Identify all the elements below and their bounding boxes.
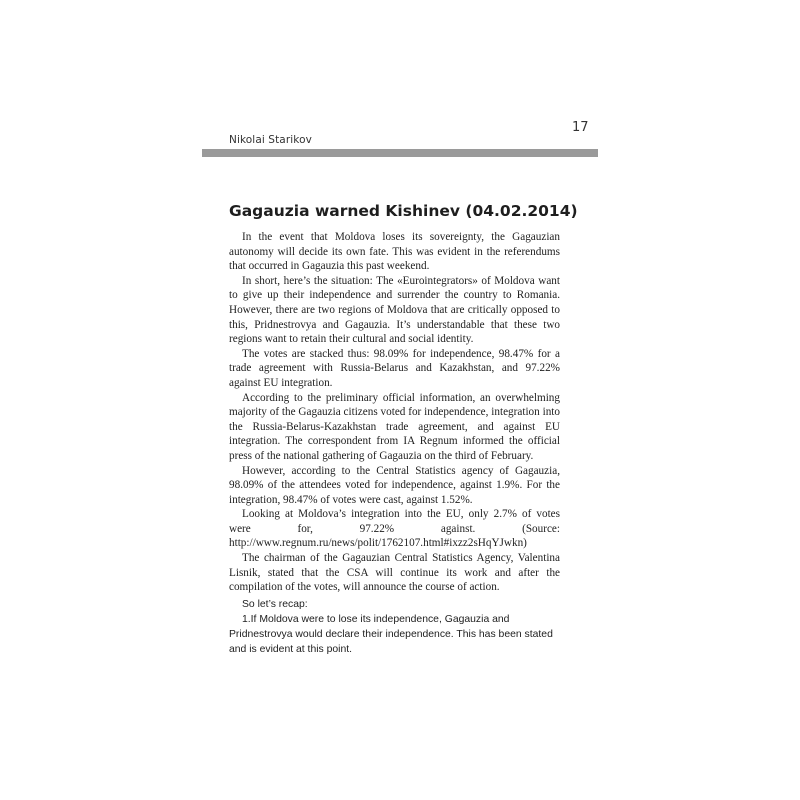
paragraph: The chairman of the Gagauzian Central Statistics Agency, Valentina Lisnik, stated that the CSA will continue its work and after the compilation of the votes, will announce the course of action.: [229, 552, 560, 594]
paragraph: In short, here’s the situation: The «Eurointegrators» of Moldova want to give up their independence and surrender the country to Romania. However, there are two regions of Moldova that are critically opposed to this, Pridnestrovya and Gagauzia. It’s understandable that these two regions want to retain their cultural and social identity.: [229, 274, 560, 346]
article-title: Gagauzia warned Kishinev (04.02.2014): [229, 202, 578, 220]
running-head-author: Nikolai Starikov: [229, 134, 312, 146]
paragraph: In the event that Moldova loses its sovereignty, the Gagauzian autonomy will decide its own fate. This was evident in the referendums that occurred in Gagauzia this past weekend.: [229, 231, 560, 273]
header-rule: [202, 149, 598, 157]
paragraph: The votes are stacked thus: 98.09% for independence, 98.47% for a trade agreement with Russia-Belarus and Kazakhstan, and 97.22% against EU integration.: [229, 347, 560, 389]
article-body: [229, 230, 560, 657]
paragraph: However, according to the Central Statistics agency of Gagauzia, 98.09% of the attendees voted for independence, against 1.9%. For the integration, 98.47% of votes were cast, against 1.52%.: [229, 464, 560, 506]
paragraph: Looking at Moldova’s integration into the EU, only 2.7% of votes were for, 97.22% against. (Source: http://www.regnum.ru/news/polit/1762107.html#ixzz2sHqYJwkn): [229, 508, 560, 550]
recap-point: 1.If Moldova were to lose its independence, Gagauzia and Pridnestrovya would declare their independence. This has been stated and is evident at this point.: [229, 613, 553, 655]
paragraph: According to the preliminary official information, an overwhelming majority of the Gagauzia citizens voted for independence, integration into the Russia-Belarus-Kazakhstan trade agreement, and against EU integration. The correspondent from IA Regnum informed the official press of the national gathering of Gagauzia on the third of February.: [229, 391, 560, 462]
page-number: 17: [572, 120, 589, 135]
recap-intro: So let’s recap:: [242, 598, 308, 610]
